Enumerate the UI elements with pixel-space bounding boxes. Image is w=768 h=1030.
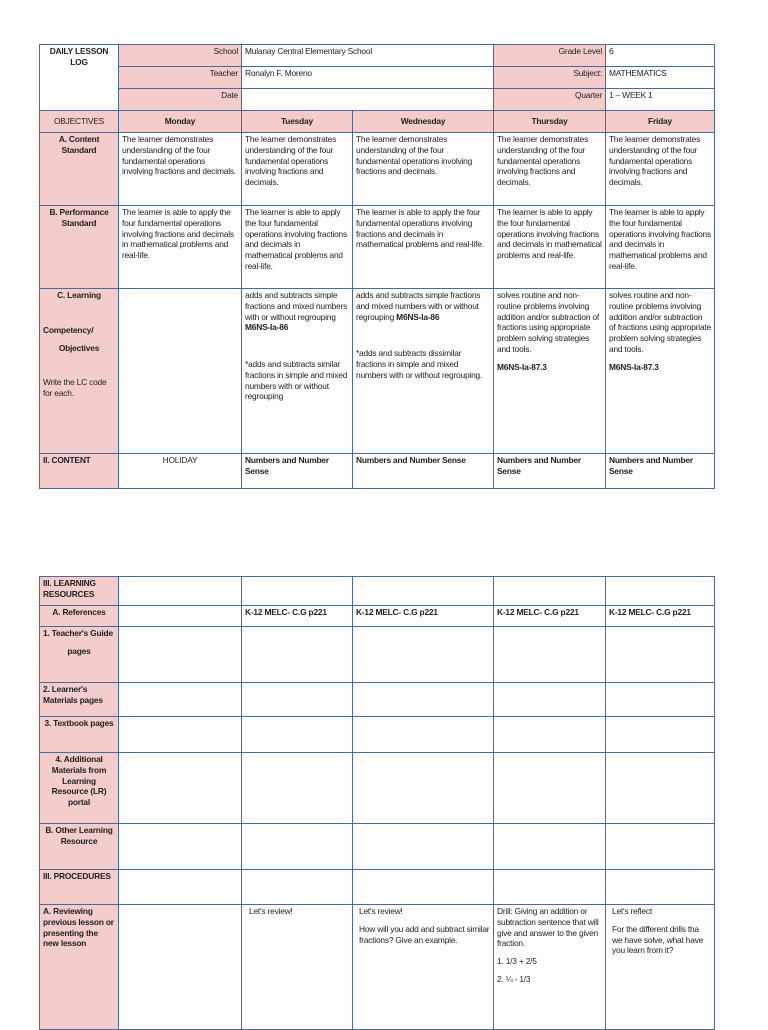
performance-standard-monday: The learner is able to apply the four fundamental operations involving fractions and decimals in mathematical problems and real-life. [119, 206, 242, 289]
competency-friday-code: M6NS-Ia-87.3 [609, 361, 659, 372]
teacher-label: Teacher [119, 67, 242, 89]
content-thursday: Numbers and Number Sense [494, 454, 606, 489]
procedures-label: III. PROCEDURES [40, 870, 119, 905]
quarter-value: 1 – WEEK 1 [606, 89, 715, 111]
content-tuesday: Numbers and Number Sense [242, 454, 353, 489]
date-label: Date [119, 89, 242, 111]
subject-label: Subject: [494, 67, 606, 89]
competency-friday [606, 289, 715, 454]
lesson-log-resources-table [39, 576, 715, 1030]
lesson-log-header-table [39, 44, 715, 489]
doc-title: DAILY LESSON LOG [40, 45, 119, 111]
content-standard-wednesday: The learner demonstrates understanding of the four fundamental operations involving fractions and decimals. [353, 133, 494, 206]
review-thursday-text1: Drill: Giving an addition or subtraction sentence that will give and answer to the given fraction. [497, 906, 599, 949]
date-value [242, 89, 494, 111]
review-wednesday-text2: How will you add and subtract similar fractions? Give an example. [359, 923, 490, 945]
performance-standard-label: B. Performance Standard [40, 206, 119, 289]
school-label: School [119, 45, 242, 67]
day-monday: Monday [119, 111, 242, 133]
content-standard-label: A. Content Standard [40, 133, 119, 206]
review-lesson-label: A. Reviewing previous lesson or presenting the new lesson [40, 905, 119, 1030]
content-monday: HOLIDAY [119, 454, 242, 489]
content-friday: Numbers and Number Sense [606, 454, 715, 489]
competency-monday [119, 289, 242, 454]
competency-tuesday [242, 289, 353, 454]
grade-label: Grade Level [494, 45, 606, 67]
performance-standard-tuesday: The learner is able to apply the four fundamental operations involving fractions and decimals in mathematical problems and real-life. [242, 206, 353, 289]
review-friday-text1: Let's reflect [612, 906, 652, 916]
content-standard-thursday: The learner demonstrates understanding of the four fundamental operations involving fractions and decimals. [494, 133, 606, 206]
competency-thursday-code: M6NS-Ia-87.3 [497, 361, 547, 372]
performance-standard-wednesday: The learner is able to apply the four fundamental operations involving fractions and decimals in mathematical problems and real-life. [353, 206, 494, 289]
teacher-value: Ronalyn F. Moreno [242, 67, 494, 89]
references-friday: K-12 MELC- C.G p221 [606, 606, 715, 627]
content-standard-monday: The learner demonstrates understanding of the four fundamental operations involving fractions and decimals. [119, 133, 242, 206]
content-standard-friday: The learner demonstrates understanding of the four fundamental operations involving fractions and decimals. [606, 133, 715, 206]
textbook-pages-label: 3. Textbook pages [40, 717, 119, 753]
competency-thursday-text: solves routine and non-routine problems involving addition and/or subtraction of fractions using appropriate problem solving strategies and tools. [497, 290, 600, 354]
content-label: II. CONTENT [40, 454, 119, 489]
review-wednesday [353, 905, 494, 1030]
competency-wednesday-text2: *adds and subtracts dissimilar fractions in simple and mixed numbers with or without regrouping. [356, 348, 483, 380]
day-tuesday: Tuesday [242, 111, 353, 133]
competency-friday-text: solves routine and non-routine problems involving addition and/or subtraction of fractions using appropriate problem solving strategies and tools. [609, 290, 712, 354]
other-resources-label: B. Other Learning Resource [40, 824, 119, 870]
review-monday [119, 905, 242, 1030]
learning-resources-label: III. LEARNING RESOURCES [40, 577, 119, 606]
content-wednesday: Numbers and Number Sense [353, 454, 494, 489]
review-wednesday-text1: Let's review! [359, 906, 403, 916]
references-thursday: K-12 MELC- C.G p221 [494, 606, 606, 627]
competency-wednesday-code: M6NS-Ia-86 [396, 311, 440, 322]
review-thursday [494, 905, 606, 1030]
performance-standard-friday: The learner is able to apply the four fundamental operations involving fractions and decimals in mathematical problems and real-life. [606, 206, 715, 289]
review-friday-text2: For the different drills tha we have solve, what have you learn from it? [612, 923, 704, 956]
competency-label-4: Write the LC code for each. [43, 377, 107, 398]
quarter-label: Quarter [494, 89, 606, 111]
additional-materials-label: 4. Additional Materials from Learning Resource (LR) portal [40, 753, 119, 824]
competency-wednesday [353, 289, 494, 454]
competency-label-3: Objectives [58, 342, 100, 353]
review-thursday-text3: 2. ¼ - 1/3 [497, 973, 531, 984]
learners-materials-label: 2. Learner's Materials pages [40, 683, 119, 717]
teachers-guide-pages-label: pages [67, 645, 91, 656]
school-value: Mulanay Central Elementary School [242, 45, 494, 67]
performance-standard-thursday: The learner is able to apply the four fundamental operations involving fractions and decimals in mathematical problems and real-life. [494, 206, 606, 289]
competency-label-2: Competency/ [43, 324, 94, 335]
competency-label-cell [40, 289, 119, 454]
subject-value: MATHEMATICS [606, 67, 715, 89]
grade-value: 6 [606, 45, 715, 67]
review-tuesday-text: Let's review! [249, 906, 293, 916]
competency-thursday [494, 289, 606, 454]
review-thursday-text2: 1. 1/3 + 2/5 [497, 956, 537, 966]
day-friday: Friday [606, 111, 715, 133]
content-standard-tuesday: The learner demonstrates understanding of the four fundamental operations involving fractions and decimals. [242, 133, 353, 206]
day-wednesday: Wednesday [353, 111, 494, 133]
teachers-guide-label: 1. Teacher's Guide [43, 628, 113, 638]
day-thursday: Thursday [494, 111, 606, 133]
references-label: A. References [40, 606, 119, 627]
competency-label-1: C. Learning [57, 290, 101, 300]
competency-wednesday-text1: adds and subtracts simple fractions and mixed numbers with or without regrouping [356, 290, 481, 322]
references-wednesday: K-12 MELC- C.G p221 [353, 606, 494, 627]
objectives-heading: OBJECTIVES [40, 111, 119, 133]
review-friday [606, 905, 715, 1030]
competency-tuesday-text2: *adds and subtracts similar fractions in simple and mixed numbers with or without regrouping [245, 359, 348, 402]
teachers-guide-label-cell [40, 627, 119, 683]
references-tuesday: K-12 MELC- C.G p221 [242, 606, 353, 627]
competency-tuesday-text1: adds and subtracts simple fractions and mixed numbers with or without regrouping [245, 290, 348, 322]
competency-tuesday-code: M6NS-Ia-86 [245, 322, 289, 333]
review-tuesday [242, 905, 353, 1030]
references-monday [119, 606, 242, 627]
